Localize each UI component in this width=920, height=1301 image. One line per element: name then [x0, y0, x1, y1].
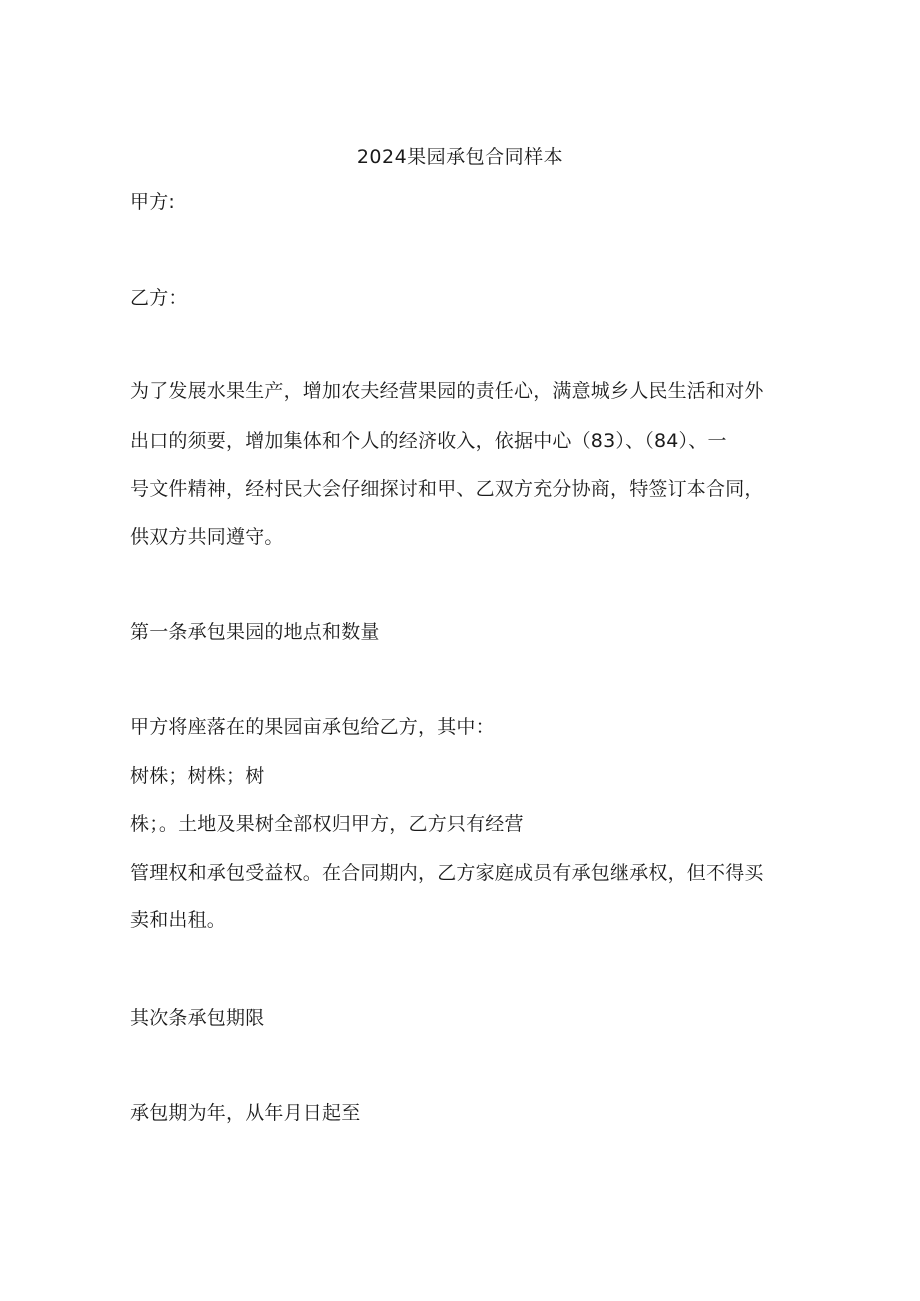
article-2-line-1: 承包期为年，从年月日起至: [130, 1102, 361, 1124]
article-1-line-5: 卖和出租。: [130, 909, 227, 931]
party-a-label: 甲方:: [130, 191, 176, 213]
article-1-line-1: 甲方将座落在的果园亩承包给乙方，其中：: [130, 716, 495, 738]
article-1-line-2: 树株；树株；树: [130, 765, 265, 787]
article-1-line-4: 管理权和承包受益权。在合同期内，乙方家庭成员有承包继承权，但不得买: [130, 862, 764, 884]
preamble-line-1: 为了发展水果生产，增加农夫经营果园的责任心，满意城乡人民生活和对外: [130, 380, 764, 402]
party-b-label: 乙方：: [130, 287, 188, 309]
document-title: 2024果园承包合同样本: [356, 146, 564, 168]
preamble-line-2: 出口的须要，增加集体和个人的经济收入，依据中心（83）、（84）、一: [130, 430, 727, 452]
article-2-heading: 其次条承包期限: [130, 1007, 265, 1029]
preamble-line-4: 供双方共同遵守。: [130, 526, 284, 548]
article-1-heading: 第一条承包果园的地点和数量: [130, 621, 380, 643]
article-1-line-3: 株；。土地及果树全部权归甲方，乙方只有经营: [130, 813, 524, 835]
preamble-line-3: 号文件精神，经村民大会仔细探讨和甲、乙双方充分协商，特签订本合同，: [130, 478, 764, 500]
